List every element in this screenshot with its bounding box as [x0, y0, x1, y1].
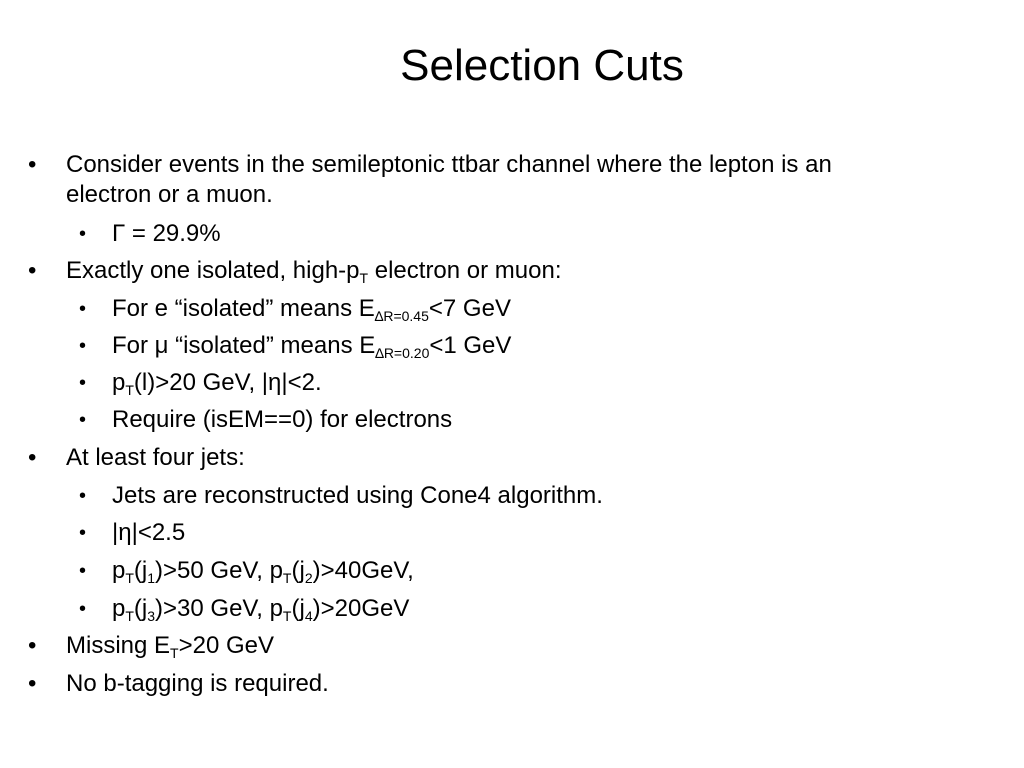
subscript: T — [282, 570, 292, 586]
subscript: T — [125, 570, 134, 586]
sub-list-item — [79, 481, 603, 511]
item-text: No b-tagging is required. — [66, 670, 329, 697]
list-item — [28, 256, 562, 286]
subscript: T — [125, 382, 134, 398]
item-text: p — [112, 557, 126, 584]
item-text: <7 GeV — [428, 295, 511, 322]
item-text: |η|<2.5 — [112, 519, 186, 546]
bullet-marker: • — [79, 298, 87, 320]
item-text: Consider events in the semileptonic ttbar channel where the lepton is an — [66, 151, 832, 178]
subscript: T — [170, 645, 179, 661]
subscript: 3 — [147, 608, 156, 624]
subscript: T — [125, 608, 134, 624]
item-text: Jets are reconstructed using Cone4 algorithm. — [112, 482, 603, 509]
item-text: (j — [133, 557, 148, 584]
bullet-marker: • — [28, 632, 37, 659]
item-text: (j — [133, 595, 148, 622]
item-text: >20 GeV — [178, 632, 274, 659]
item-text: Require (isEM==0) for electrons — [112, 406, 453, 433]
sub-list-item — [79, 331, 512, 361]
item-text: At least four jets: — [66, 444, 245, 471]
subscript: ∆R=0.45 — [374, 308, 429, 324]
bullet-marker: • — [79, 409, 87, 431]
subscript: T — [359, 270, 369, 286]
item-text: (l)>20 GeV, |η|<2. — [133, 369, 322, 396]
item-text: p — [112, 369, 126, 396]
subscript: ∆R=0.20 — [375, 345, 430, 361]
sub-list-item — [79, 518, 186, 548]
item-text: Exactly one isolated, high-p — [66, 257, 360, 284]
bullet-marker: • — [79, 598, 87, 620]
bullet-marker: • — [79, 485, 87, 507]
bullet-marker: • — [28, 670, 37, 697]
sub-list-item — [79, 594, 410, 624]
sub-list-item — [79, 405, 453, 435]
item-text: )>20GeV — [312, 595, 410, 622]
bullet-marker: • — [79, 372, 87, 394]
sub-list-item — [79, 294, 511, 324]
list-item — [28, 150, 832, 180]
item-text: For e “isolated” means E — [112, 295, 375, 322]
item-text: )>40GeV, — [312, 557, 414, 584]
sub-list-item — [79, 556, 414, 586]
subscript: 2 — [304, 570, 313, 586]
item-text: electron or a muon. — [66, 181, 273, 208]
list-item — [28, 669, 329, 699]
list-item-continuation — [66, 180, 273, 210]
item-text: Missing E — [66, 632, 171, 659]
item-text: )>50 GeV, p — [155, 557, 283, 584]
bullet-marker: • — [79, 560, 87, 582]
bullet-marker: • — [79, 335, 87, 357]
sub-list-item — [79, 219, 221, 249]
bullet-marker: • — [28, 444, 37, 471]
item-text: For μ “isolated” means E — [112, 332, 376, 359]
subscript: 1 — [147, 570, 156, 586]
item-text: (j — [291, 595, 305, 622]
subscript: T — [282, 608, 292, 624]
item-text: )>30 GeV, p — [155, 595, 283, 622]
item-text: <1 GeV — [429, 332, 512, 359]
subscript: 4 — [304, 608, 313, 624]
slide-title: Selection Cuts — [400, 41, 684, 90]
list-item — [28, 631, 274, 661]
bullet-marker: • — [79, 223, 87, 245]
bullet-marker: • — [79, 522, 87, 544]
list-item — [28, 443, 245, 473]
item-text: electron or muon: — [368, 257, 562, 284]
bullet-marker: • — [28, 257, 37, 284]
item-text: (j — [291, 557, 305, 584]
item-text: Γ = 29.9% — [112, 220, 221, 247]
bullet-marker: • — [28, 151, 37, 178]
item-text: p — [112, 595, 126, 622]
sub-list-item — [79, 368, 322, 398]
